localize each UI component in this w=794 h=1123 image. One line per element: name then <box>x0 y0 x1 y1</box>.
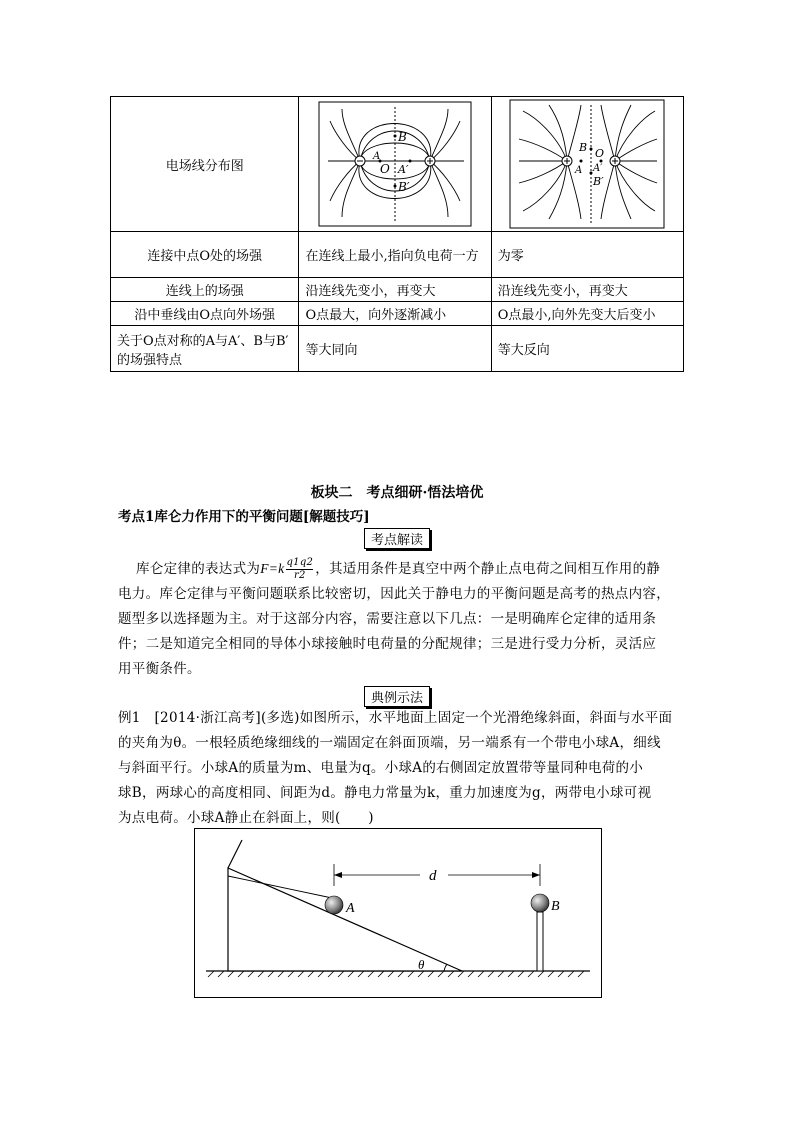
row-value-opposite: 在连线上最小,指向负电荷一方 <box>299 232 491 278</box>
table-row <box>111 326 684 372</box>
label-ball-B: B <box>551 899 560 914</box>
field-lines-like-charges <box>509 99 665 229</box>
table-row <box>111 232 684 278</box>
row-value-like: 沿连线先变小，再变大 <box>491 278 683 302</box>
figure-cell-same-charges <box>491 97 683 232</box>
row-value-opposite: O点最大，向外逐渐减小 <box>299 302 491 326</box>
label-A: A <box>373 151 381 162</box>
text-line: 用平衡条件。 <box>118 661 201 677</box>
label-d: d <box>429 868 437 884</box>
text-line: 电力。库仑定律与平衡问题联系比较密切，因此关于静电力的平衡问题是高考的热点内容， <box>118 586 670 602</box>
label-A-prime: A′ <box>593 163 603 174</box>
label-B-prime: B′ <box>593 175 604 188</box>
box-label-interpretation: 考点解读 <box>364 528 430 549</box>
row-value-like: 等大反向 <box>491 326 683 372</box>
label-A-prime: A′ <box>398 163 409 176</box>
text: ，其适用条件是真空中两个静止点电荷之间相互作用的静 <box>315 561 661 577</box>
text: 库仑定律的表达式为 <box>136 561 261 577</box>
row-label: 沿中垂线由O点向外场强 <box>111 302 299 326</box>
text-line: 件；二是知道完全相同的导体小球接触时电荷量的分配规律；三是进行受力分析，灵活应 <box>118 636 657 652</box>
label-B: B <box>398 130 407 144</box>
formula: F=k <box>260 561 285 576</box>
topic-title: 考点1库仑力作用下的平衡问题[解题技巧] <box>118 509 370 525</box>
formula-fraction <box>286 557 313 582</box>
text-line: 题型多以选择题为主。对于这部分内容，需要注意以下几点：一是明确库仑定律的适用条 <box>118 611 657 627</box>
text-line: 例1 [2014·浙江高考](多选)如图所示，水平地面上固定一个光滑绝缘斜面，斜面与水平面 <box>118 710 673 726</box>
row-value-like: 为零 <box>491 232 683 278</box>
table-row <box>111 278 684 302</box>
formula-denominator: r2 <box>293 570 306 581</box>
formula-numerator: q1q2 <box>286 557 314 568</box>
section-title: 板块二 考点细研·悟法培优 <box>310 485 484 501</box>
row-label: 连接中点O处的场强 <box>111 232 299 278</box>
label-O: O <box>380 162 390 176</box>
label-ball-A: A <box>346 901 355 916</box>
text-line: 球B，两球心的高度相同、间距为d。静电力常量为k，重力加速度为g，两带电小球可视 <box>118 785 652 801</box>
row-label: 电场线分布图 <box>111 97 299 232</box>
theta-label: θ <box>418 957 425 972</box>
table-row <box>111 97 684 232</box>
table-row <box>111 302 684 326</box>
field-lines-opposite-charges <box>318 101 472 227</box>
label-B-prime: B′ <box>398 180 410 194</box>
row-value-like: O点最小,向外先变大后变小 <box>491 302 683 326</box>
label-O: O <box>595 147 605 160</box>
incline-figure <box>194 828 602 998</box>
box-label-wrap <box>0 686 794 707</box>
label-A: A <box>575 165 583 176</box>
text-line: 的夹角为θ。一根轻质绝缘细线的一端固定在斜面顶端，另一端系有一个带电小球A，细线 <box>118 735 661 751</box>
box-label-example: 典例示法 <box>364 686 430 707</box>
comparison-table <box>110 96 684 372</box>
ball-B <box>531 894 549 912</box>
text-line: 为点电荷。小球A静止在斜面上，则( ) <box>118 810 374 826</box>
row-label: 关于O点对称的A与A′、B与B′的场强特点 <box>111 326 299 372</box>
interpretation-paragraph <box>118 556 688 682</box>
row-value-opposite: 沿连线先变小，再变大 <box>299 278 491 302</box>
example-paragraph <box>118 706 688 831</box>
label-B: B <box>579 141 588 154</box>
row-value-opposite: 等大同向 <box>299 326 491 372</box>
row-label: 连线上的场强 <box>111 278 299 302</box>
figure-cell-like-charges <box>299 97 491 232</box>
text-line: 与斜面平行。小球A的质量为m、电量为q。小球A的右侧固定放置带等量同种电荷的小 <box>118 760 644 776</box>
ball-A <box>325 896 343 914</box>
box-label-wrap <box>0 528 794 549</box>
